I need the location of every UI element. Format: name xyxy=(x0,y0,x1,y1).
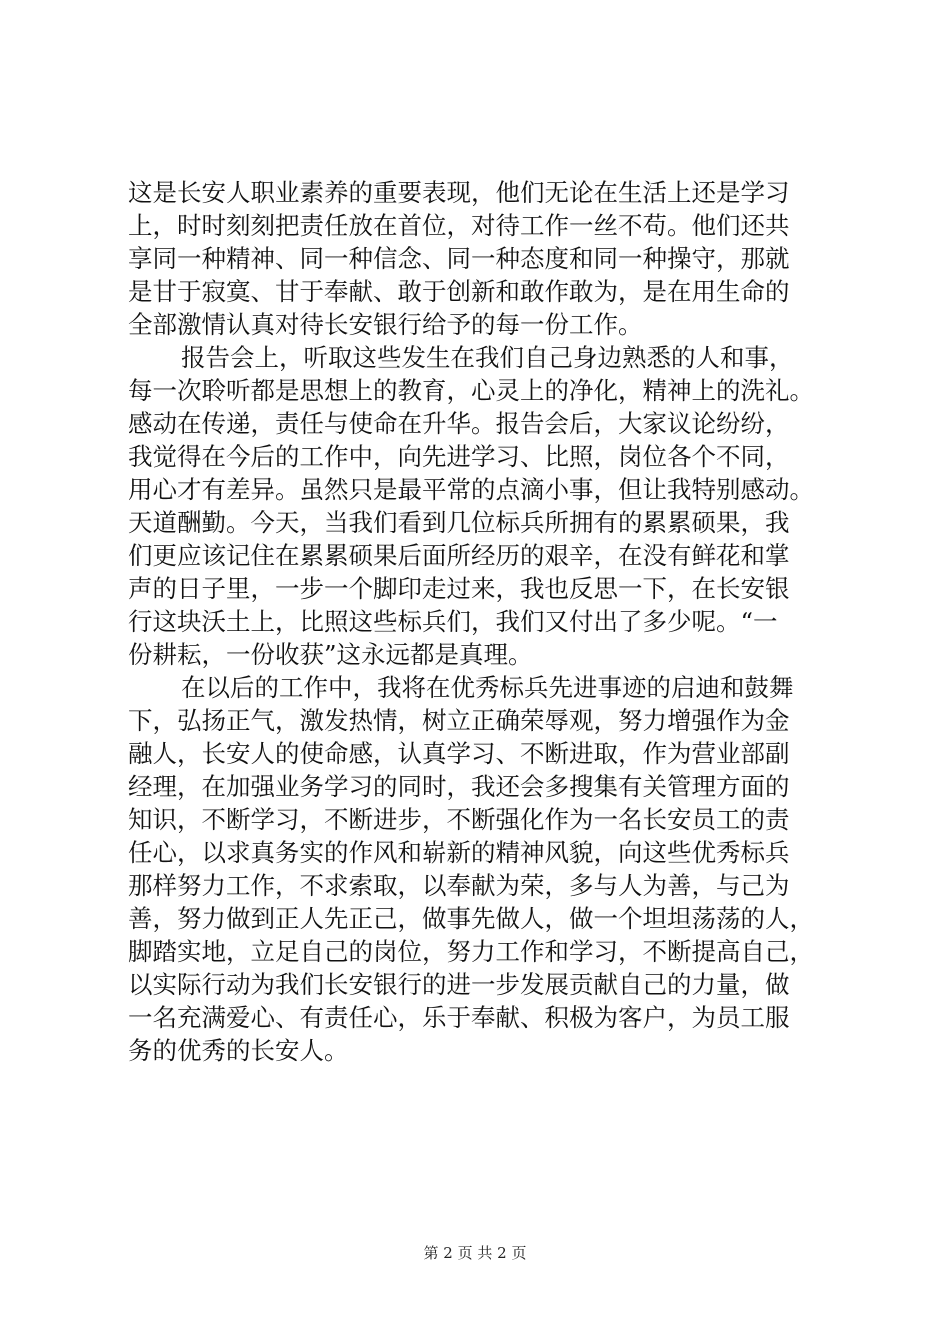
text-line: 感动在传递，责任与使命在升华。报告会后，大家议论纷纷， xyxy=(128,409,790,438)
text-line: 知识，不断学习，不断进步，不断强化作为一名长安员工的责 xyxy=(128,805,790,834)
text-line: 脚踏实地，立足自己的岗位，努力工作和学习，不断提高自己， xyxy=(128,937,814,966)
text-line: 行这块沃土上，比照这些标兵们，我们又付出了多少呢。“一 xyxy=(128,607,778,636)
text-line: 上，时时刻刻把责任放在首位，对待工作一丝不苟。他们还共 xyxy=(128,211,790,240)
text-line: 声的日子里，一步一个脚印走过来，我也反思一下，在长安银 xyxy=(128,574,790,603)
text-line: 我觉得在今后的工作中，向先进学习、比照，岗位各个不同， xyxy=(128,442,790,471)
text-line: 善，努力做到正人先正己，做事先做人，做一个坦坦荡荡的人， xyxy=(128,904,814,933)
text-line: 经理，在加强业务学习的同时，我还会多搜集有关管理方面的 xyxy=(128,772,790,801)
text-line: 以实际行动为我们长安银行的进一步发展贡献自己的力量，做 xyxy=(128,970,790,999)
text-line: 每一次聆听都是思想上的教育，心灵上的净化，精神上的洗礼。 xyxy=(128,376,814,405)
page-number-label: 第 2 页 共 2 页 xyxy=(423,1244,527,1262)
body-text xyxy=(128,176,828,1067)
paragraph-start-line: 在以后的工作中，我将在优秀标兵先进事迹的启迪和鼓舞 xyxy=(181,673,794,702)
text-line: 这是长安人职业素养的重要表现，他们无论在生活上还是学习 xyxy=(128,178,790,207)
text-line: 那样努力工作，不求索取，以奉献为荣，多与人为善，与己为 xyxy=(128,871,790,900)
text-line: 天道酬勤。今天，当我们看到几位标兵所拥有的累累硕果，我 xyxy=(128,508,790,537)
text-line: 享同一种精神、同一种信念、同一种态度和同一种操守，那就 xyxy=(128,244,790,273)
text-line: 一名充满爱心、有责任心，乐于奉献、积极为客户，为员工服 xyxy=(128,1003,790,1032)
text-line: 全部激情认真对待长安银行给予的每一份工作。 xyxy=(128,310,643,339)
text-line: 是甘于寂寞、甘于奉献、敢于创新和敢作敢为，是在用生命的 xyxy=(128,277,790,306)
paragraph-start-line: 报告会上，听取这些发生在我们自己身边熟悉的人和事， xyxy=(181,343,794,372)
text-line: 用心才有差异。虽然只是最平常的点滴小事，但让我特别感动。 xyxy=(128,475,814,504)
text-line: 份耕耘，一份收获”这永远都是真理。 xyxy=(128,640,533,669)
text-line: 融人，长安人的使命感，认真学习、不断进取，作为营业部副 xyxy=(128,739,790,768)
text-line: 任心，以求真务实的作风和崭新的精神风貌，向这些优秀标兵 xyxy=(128,838,790,867)
page-footer xyxy=(0,1243,950,1263)
text-line: 们更应该记住在累累硕果后面所经历的艰辛，在没有鲜花和掌 xyxy=(128,541,790,570)
text-line: 下，弘扬正气，激发热情，树立正确荣辱观，努力增强作为金 xyxy=(128,706,790,735)
text-line: 务的优秀的长安人。 xyxy=(128,1036,349,1065)
